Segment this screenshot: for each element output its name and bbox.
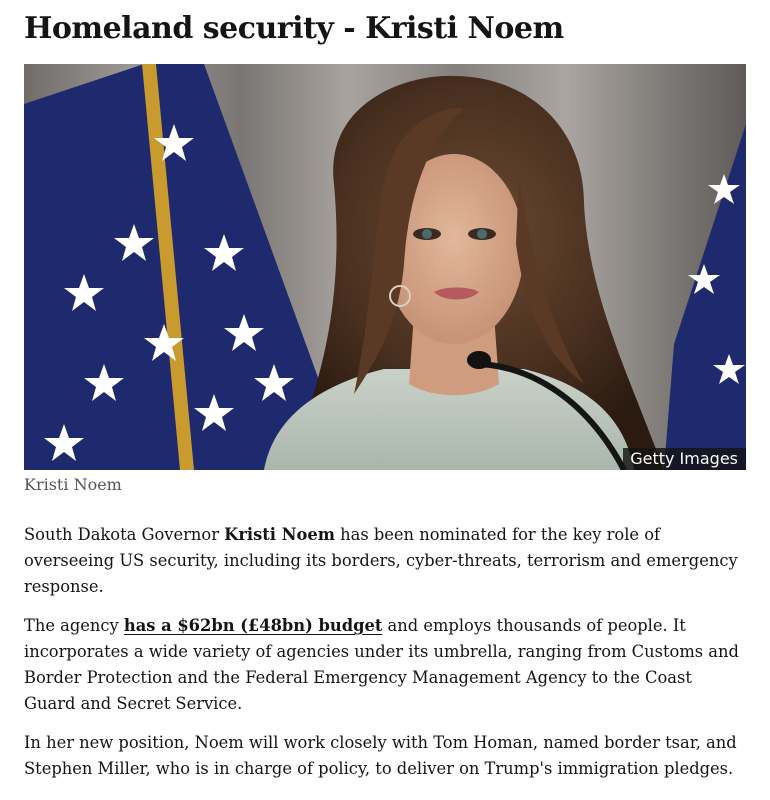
paragraph-2-rest: and employs thousands of people. It incorporates a wide variety of agencies under its umbrella, ranging from Customs and Border Protection and the Federal Emergency Management Agency to the Coast Guard and Secret Service. (24, 616, 739, 713)
article-body (24, 522, 746, 795)
article (24, 0, 746, 778)
portrait-photo (24, 64, 746, 470)
paragraph-1-lead: South Dakota Governor (24, 525, 225, 544)
nominee-name: Kristi Noem (224, 525, 335, 544)
paragraph-1-rest: has been nominated for the key role of overseeing US security, including its borders, cyber-threats, terrorism and emergency response. (24, 525, 738, 596)
section-headline: Homeland security - Kristi Noem (24, 11, 564, 46)
paragraph-1 (24, 522, 746, 600)
article-figure (24, 64, 746, 470)
image-caption: Kristi Noem (24, 475, 122, 494)
paragraph-2 (24, 613, 746, 717)
image-credit: Getty Images (623, 448, 746, 470)
budget-link[interactable]: has a $62bn (£48bn) budget (123, 616, 383, 635)
paragraph-2-lead: The agency (24, 616, 124, 635)
paragraph-3: In her new position, Noem will work closely with Tom Homan, named border tsar, and Stephen Miller, who is in charge of policy, to deliver on Trump's immigration pledges. (24, 733, 737, 778)
